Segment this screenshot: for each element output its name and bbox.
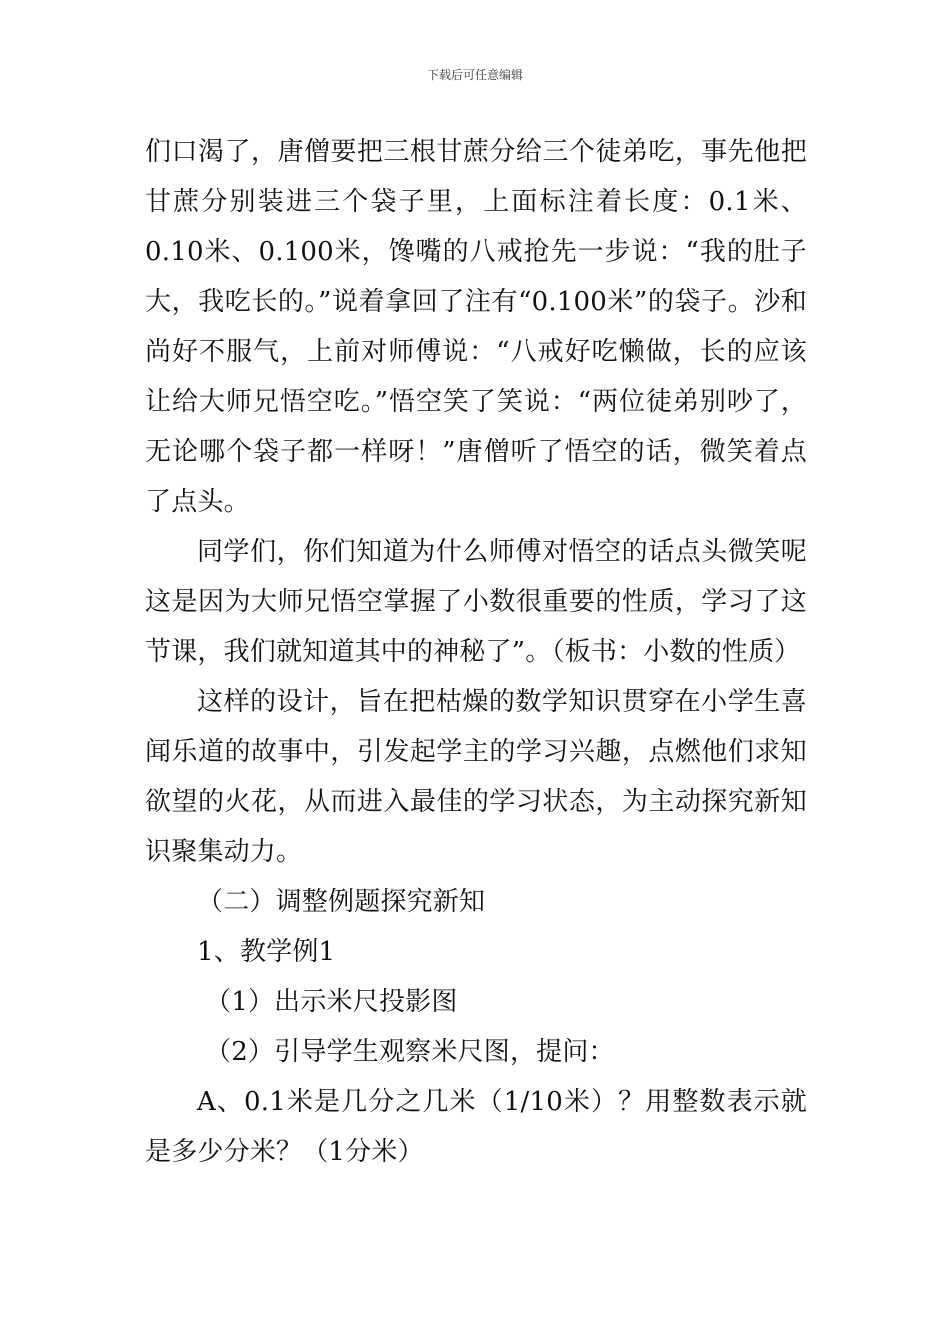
- document-body: [145, 127, 807, 1177]
- step-2: （2）引导学生观察米尺图，提问：: [205, 1037, 615, 1067]
- design-rationale-paragraph: 这样的设计，旨在把枯燥的数学知识贯穿在小学生喜闻乐道的故事中，引发起学主的学习兴趣，点燃他们求知欲望的火花，从而进入最佳的学习状态，为主动探究新知识聚集动力。: [145, 687, 807, 867]
- teacher-question-paragraph: 同学们，你们知道为什么师傅对悟空的话点头微笑呢这是因为大师兄悟空掌握了小数很重要的性质，学习了这节课，我们就知道其中的神秘了”。（板书：小数的性质）: [145, 537, 807, 667]
- item-title: 1、教学例1: [197, 937, 336, 967]
- section-heading: （二）调整例题探究新知: [197, 887, 486, 917]
- step-1: （1）出示米尺投影图: [205, 987, 458, 1017]
- page-header-note: 下载后可任意编辑: [426, 68, 523, 82]
- story-paragraph: 们口渴了，唐僧要把三根甘蔗分给三个徒弟吃，事先他把甘蔗分别装进三个袋子里，上面标注着长度：0.1米、0.10米、0.100米，馋嘴的八戒抢先一步说：“我的肚子大，我吃长的。”说着拿回了注有“0.100米”的袋子。沙和尚好不服气，上前对师傅说：“八戒好吃懒做，长的应该让给大师兄悟空吃。”悟空笑了笑说：“两位徒弟别吵了，无论哪个袋子都一样呀！”唐僧听了悟空的话，微笑着点了点头。: [145, 137, 807, 517]
- question-a: A、0.1米是几分之几米（1/10米）？用整数表示就是多少分米？（1分米）: [145, 1087, 807, 1167]
